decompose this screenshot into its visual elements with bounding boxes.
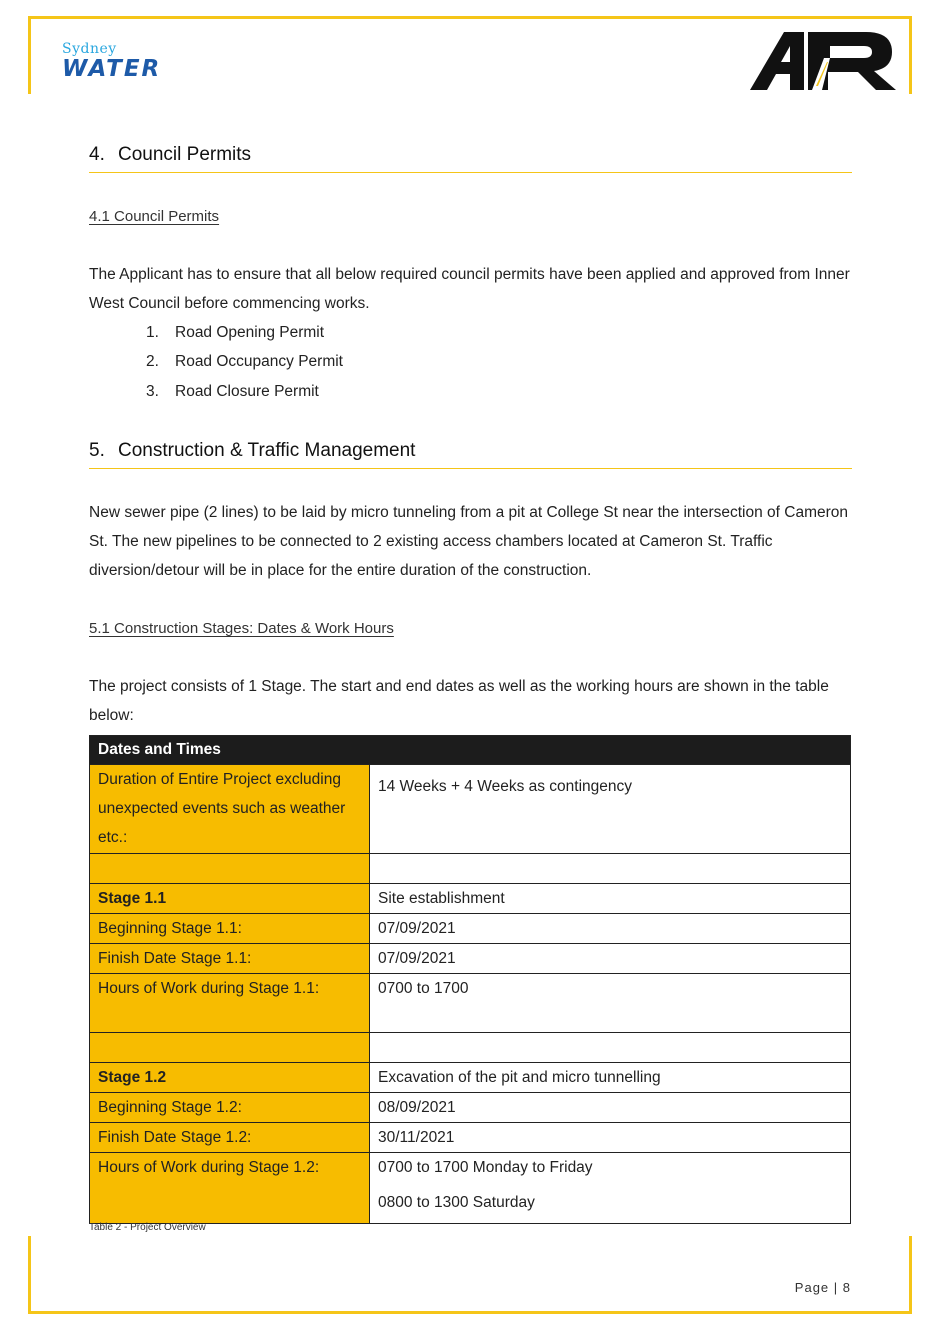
stage-1-1-begin-value: 07/09/2021 [370,914,851,944]
section-5-1-paragraph: The project consists of 1 Stage. The start and end dates as well as the working hours are shown in the table below: [89,678,829,724]
list-item: 2. Road Occupancy Permit [146,353,343,371]
spacer-cell [370,1033,851,1063]
table-row [90,944,851,974]
stage-1-1-begin-label: Beginning Stage 1.1: [90,914,370,944]
table-caption: Table 2 - Project Overview [89,1222,206,1233]
table-row [90,884,851,914]
section-5-heading [89,439,852,469]
stage-1-1-label: Stage 1.1 [90,884,370,914]
stage-1-2-finish-value: 30/11/2021 [370,1123,851,1153]
duration-label: Duration of Entire Project excluding unexpected events such as weather etc.: [90,765,370,854]
section-5-paragraph: New sewer pipe (2 lines) to be laid by micro tunneling from a pit at College St near the intersection of Cameron St. The new pipelines to be connected to 2 existing access chambers located at Cameron St. Traffic diversion/detour will be in place for the entire duration of the construction. [89,504,849,579]
section-5-title: Construction & Traffic Management [118,440,416,461]
stage-1-2-begin-value: 08/09/2021 [370,1093,851,1123]
page-frame-bottom [28,1236,912,1314]
spacer-cell [90,1033,370,1063]
permit-list [146,318,343,406]
stage-1-2-hours-saturday: 0800 to 1300 Saturday [378,1194,535,1211]
stage-1-2-hours-weekday: 0700 to 1700 Monday to Friday [378,1159,593,1176]
stage-1-2-hours-label: Hours of Work during Stage 1.2: [90,1153,370,1224]
list-item: 1. Road Opening Permit [146,324,325,341]
section-5-1-heading: 5.1 Construction Stages: Dates & Work Hours [89,620,394,637]
sydney-water-logo [62,42,161,82]
table-row [90,765,851,854]
dates-and-times-table [89,735,851,1224]
list-item: 3. Road Closure Permit [146,382,319,400]
stage-1-1-finish-label: Finish Date Stage 1.1: [90,944,370,974]
stage-1-1-value: Site establishment [370,884,851,914]
duration-value: 14 Weeks + 4 Weeks as contingency [370,765,851,854]
stage-1-2-value: Excavation of the pit and micro tunnelling [370,1063,851,1093]
stage-1-2-hours-value [370,1153,851,1224]
stage-1-2-finish-label: Finish Date Stage 1.2: [90,1123,370,1153]
table-row [90,1063,851,1093]
logo-sydney-text: Sydney [62,41,117,57]
stage-1-2-label: Stage 1.2 [90,1063,370,1093]
section-4-number: 4. [89,144,105,165]
table-row [90,736,851,765]
stage-1-2-begin-label: Beginning Stage 1.2: [90,1093,370,1123]
spacer-cell [90,854,370,884]
logo-water-text: WATER [62,56,162,82]
ar-logo [750,28,898,94]
section-4-paragraph: The Applicant has to ensure that all below required council permits have been applied and approved from Inner West Council before commencing works. [89,266,850,312]
section-4-title: Council Permits [118,144,252,165]
table-row [90,914,851,944]
table-row [90,1153,851,1224]
table-row [90,1123,851,1153]
section-5-number: 5. [89,440,105,461]
table-header: Dates and Times [90,736,851,765]
stage-1-1-hours-label: Hours of Work during Stage 1.1: [90,974,370,1033]
section-4-heading [89,143,852,173]
stage-1-1-hours-value: 0700 to 1700 [370,974,851,1033]
table-row [90,974,851,1033]
spacer-cell [370,854,851,884]
table-row [90,854,851,884]
table-row [90,1033,851,1063]
page-number: Page | 8 [794,1280,851,1295]
table-row [90,1093,851,1123]
section-4-1-heading: 4.1 Council Permits [89,208,220,225]
stage-1-1-finish-value: 07/09/2021 [370,944,851,974]
